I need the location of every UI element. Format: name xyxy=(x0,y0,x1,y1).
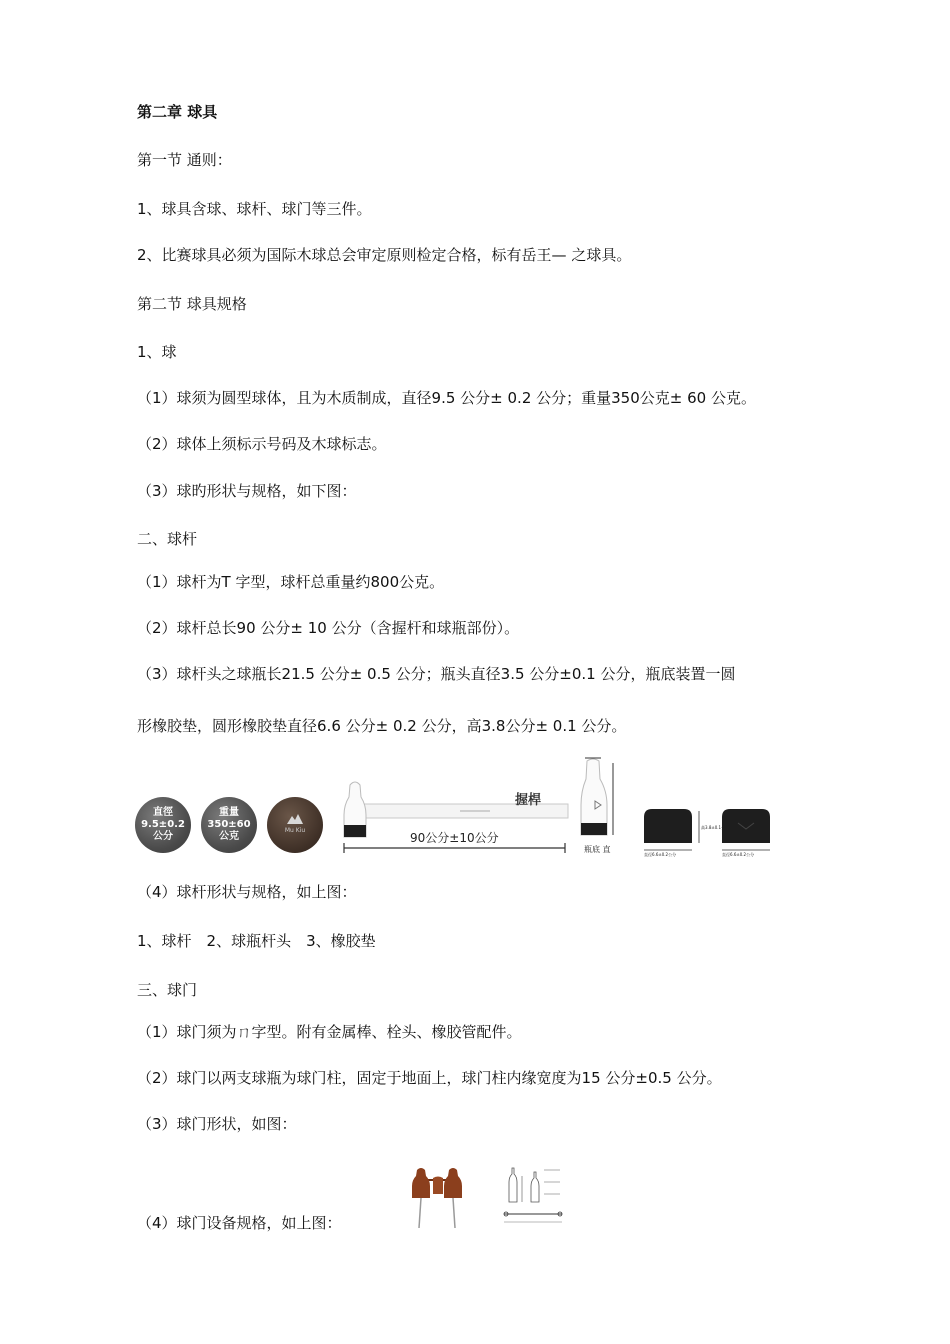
pad-right-caption: 直徑6.6±0.2公分 xyxy=(722,852,755,857)
gate-photo-drawing xyxy=(405,1162,470,1230)
ball-weight-label: 重量 xyxy=(219,807,239,818)
bottle-bottom-label: 瓶底 直 xyxy=(584,845,611,854)
mountain-logo-icon xyxy=(286,813,304,825)
club-para-3b: 形橡胶垫，圆形橡胶垫直径6.6 公分± 0.2 公分，高3.8公分± 0.1 公分。 xyxy=(137,717,627,735)
pad-left-caption: 直徑6.6±0.2公分 xyxy=(644,852,677,857)
pad-height-label: 高3.8±0.1公分 xyxy=(701,825,730,830)
gate-para-2: （2）球门以两支球瓶为球门柱，固定于地面上，球门柱内缘宽度为15 公分±0.5 公分。 xyxy=(137,1069,722,1087)
section2-title: 第二节 球具规格 xyxy=(137,295,247,313)
ball-diameter-value: 9.5±0.2 xyxy=(141,819,185,830)
ball-weight-image xyxy=(201,797,257,853)
gate-para-1: （1）球门须为ㄇ字型。附有金属棒、栓头、橡胶管配件。 xyxy=(137,1023,522,1041)
club-para-3a: （3）球杆头之球瓶长21.5 公分± 0.5 公分；瓶头直径3.5 公分±0.1 公分，瓶底装置一圆 xyxy=(137,665,736,683)
chapter-title: 第二章 球具 xyxy=(137,103,218,121)
gate-para-3: （3）球门形状，如图： xyxy=(137,1115,297,1133)
club-parts-list: 1、球杆 2、球瓶杆头 3、橡胶垫 xyxy=(137,932,376,950)
ball-title: 1、球 xyxy=(137,343,177,361)
club-para-4: （4）球杆形状与规格，如上图： xyxy=(137,883,357,901)
ball-diameter-label: 直徑 xyxy=(153,807,173,818)
club-length-label: 90公分±10公分 xyxy=(410,831,499,845)
gate-para-4: （4）球门设备规格，如上图： xyxy=(137,1214,342,1232)
ball-para-2: （2）球体上须标示号码及木球标志。 xyxy=(137,435,387,453)
ball-logo-text: Mu Kiu xyxy=(284,827,306,834)
section1-item1: 1、球具含球、球杆、球门等三件。 xyxy=(137,200,372,218)
equipment-figure xyxy=(135,755,775,860)
club-para-1: （1）球杆为T 字型，球杆总重量约800公克。 xyxy=(137,573,445,591)
grip-label: 握桿 xyxy=(515,793,542,808)
section1-item2: 2、比赛球具必须为国际木球总会审定原则检定合格，标有岳王— 之球具。 xyxy=(137,246,632,264)
gate-title: 三、球门 xyxy=(137,981,198,999)
section1-title: 第一节 通则： xyxy=(137,151,232,169)
bottle-head-drawing xyxy=(575,755,620,850)
ball-para-3: （3）球旳形状与规格，如下图： xyxy=(137,482,357,500)
ball-para-1: （1）球须为圆型球体，且为木质制成，直径9.5 公分± 0.2 公分；重量350公克± 60 公克。 xyxy=(137,389,756,407)
gate-spec-drawing xyxy=(500,1162,570,1228)
ball-weight-value: 350±60 xyxy=(207,819,251,830)
wooden-ball-image xyxy=(267,797,323,853)
club-title: 二、球杆 xyxy=(137,530,198,548)
ball-diameter-unit: 公分 xyxy=(153,831,173,842)
ball-weight-unit: 公克 xyxy=(219,831,239,842)
ball-diameter-image xyxy=(135,797,191,853)
club-para-2: （2）球杆总长90 公分± 10 公分（含握杆和球瓶部份）。 xyxy=(137,619,520,637)
club-drawing xyxy=(340,775,580,860)
